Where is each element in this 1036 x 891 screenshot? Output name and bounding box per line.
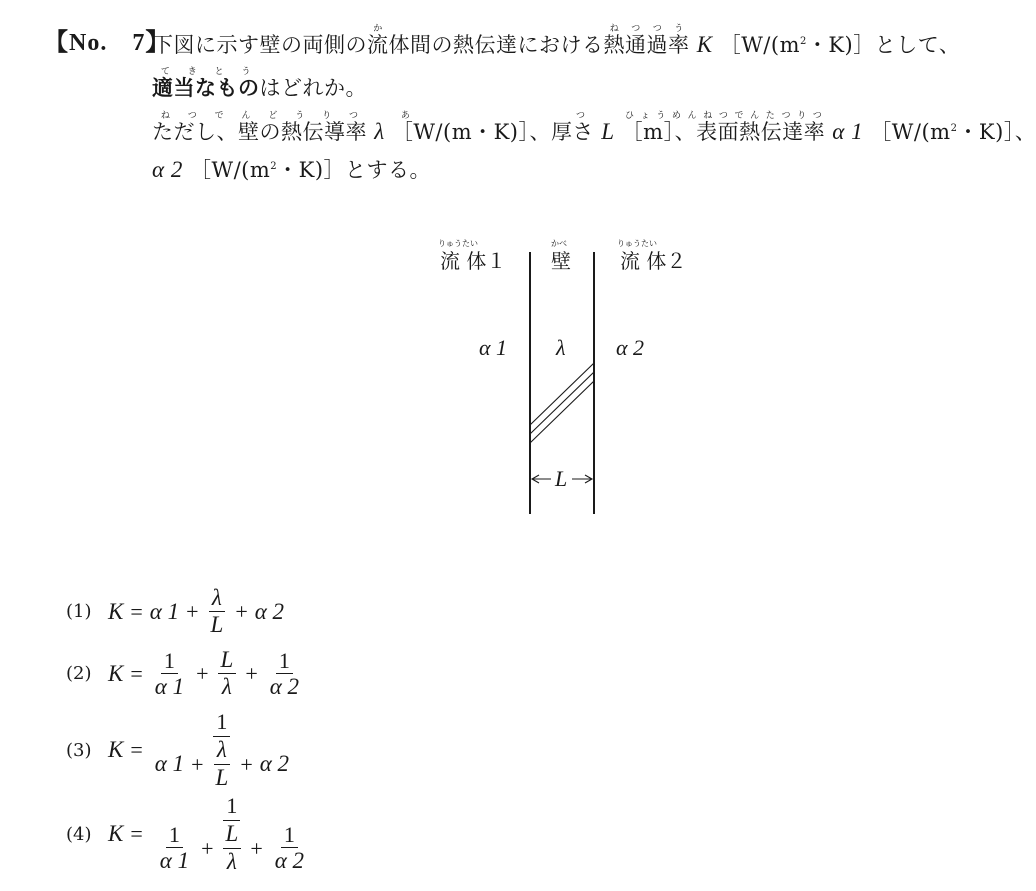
ruby-fluid-2: りゅうたい [617,239,657,248]
question-line-1: 下図に示す壁の両側の流体間の熱伝達におけるか熱通過率ねつつう K $[W/(m^2$・K)］として、 [152,24,961,57]
fraction: 1 α 1 + $\frac{\lambda}{L}$ + α 2 [154,709,290,790]
symbol-alpha2: α 2 [152,157,183,182]
question-line-2: 適当なものてきとうはどれか。 [152,67,367,100]
fraction: $\frac{L}{\lambda}$ [223,821,242,875]
ruby-text: 適当なものてきとう [152,67,260,100]
formula: K = $\frac{1}{\alpha 1}$ + $\frac{L}{\lambda}$ + $\frac{1}{\alpha 2}$ [108,647,304,701]
label-fluid-1: 流 体１ [440,249,507,273]
formula: K = α 1 + $\frac{\lambda}{L}$ + α 2 [108,585,285,638]
label-alpha2: α 2 [616,335,645,360]
choice-4 [66,793,314,875]
bold-emphasis: 適当なもの [152,76,260,100]
ruby-fluid-1: りゅうたい [438,239,478,248]
fraction: 1 $\frac{1}{\alpha 1}$ + $\frac{L}{\lambda}$ + $\frac{1}{\alpha 2}$ [152,793,312,875]
symbol-alpha1: α 1 [832,119,864,144]
choice-3 [66,709,294,791]
formula: K = 1 $\frac{1}{\alpha 1}$ + $\frac{L}{\lambda}$ + $\frac{1}{\alpha 2}$ [108,793,314,875]
question-line-4: α 2 $[W/(m^2$・K)］とする。 [152,157,432,182]
fraction: $\frac{1}{\alpha 1}$ [159,821,190,874]
ruby-text: ただし、壁の熱伝導率ねつでんどうりつ [152,111,367,144]
label-alpha1: α 1 [479,335,508,360]
label-fluid-2: 流 体２ [620,249,687,273]
question-number: 【No. 7】 [44,30,171,56]
choice-1 [66,585,284,639]
label-thickness-L: L [555,466,568,491]
fraction: $\frac{L}{\lambda}$ [218,647,237,701]
wall-hatching [530,363,594,443]
symbol-L: L [601,119,615,144]
label-wall: 壁 [551,249,571,273]
symbol-lambda: λ [374,119,385,144]
choice-number: (3) [66,739,92,761]
fraction: $\frac{1}{\alpha 2}$ [274,821,305,874]
choice-number: (2) [66,663,92,685]
choice-number: (4) [66,823,92,845]
ruby-wall: かべ [551,239,567,248]
choice-2 [66,647,304,701]
question-line-3: ただし、壁の熱伝導率ねつでんどうりつ λ ［W/(m・K)］、厚さあつ L ［m］、表面熱伝達率ひょうめんねつでんたつりつ α 1 $[W/(m^2$・K)］、 [152,111,1036,144]
fraction: $\frac{1}{\alpha 1}$ [154,647,185,699]
fraction: $\frac{\lambda}{L}$ [210,585,224,638]
formula: K = 1 α 1 + $\frac{\lambda}{L}$ + α 2 [108,709,294,791]
ruby-text: 下図に示す壁の両側の流体間の熱伝達におけるか [152,24,604,57]
ruby-text: 熱通過率ねつつう [603,24,690,57]
fraction: $\frac{\lambda}{L}$ [215,737,229,790]
choice-number: (1) [66,601,92,623]
fraction: $\frac{1}{\alpha 2}$ [269,647,300,699]
label-lambda: λ [556,335,566,360]
ruby-text: ［W/(m・K)］、厚さあつ [391,111,594,144]
ruby-text: ［m］、表面熱伝達率ひょうめんねつでんたつりつ [621,111,826,144]
symbol-K: K [696,32,713,57]
